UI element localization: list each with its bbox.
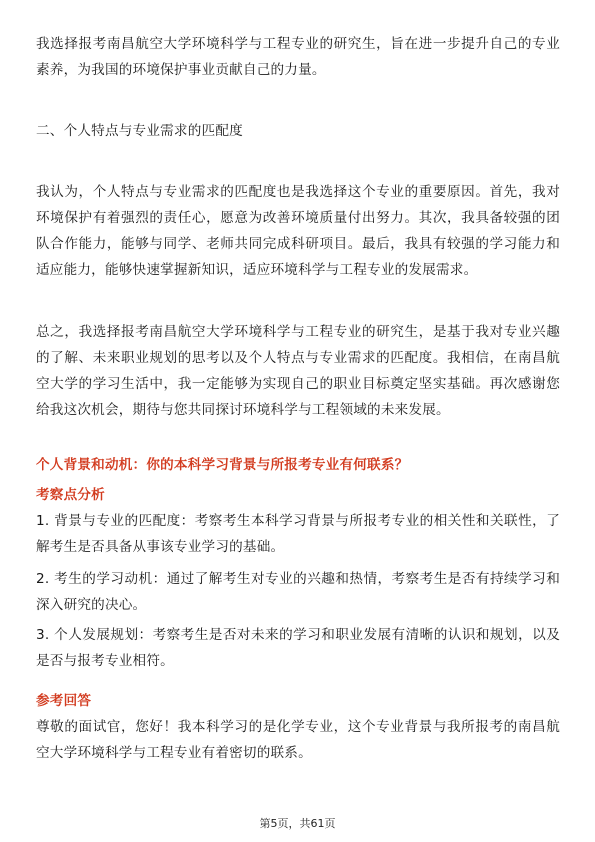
- answer-text: 尊敬的面试官，您好！我本科学习的是化学专业，这个专业背景与我所报考的南昌航空大学环境科学与工程专业有着密切的联系。: [36, 719, 560, 761]
- analysis-item-3: 3. 个人发展规划：考察考生是否对未来的学习和职业发展有清晰的认识和规划，以及是否与报考专业相符。: [36, 627, 560, 669]
- paragraph-intro-end: 我选择报考南昌航空大学环境科学与工程专业的研究生，旨在进一步提升自己的专业素养，为我国的环境保护事业贡献自己的力量。: [36, 36, 560, 78]
- analysis-heading: 考察点分析: [36, 487, 105, 503]
- analysis-item-1: 1. 背景与专业的匹配度：考察考生本科学习背景与所报考专业的相关性和关联性，了解考生是否具备从事该专业学习的基础。: [36, 513, 560, 555]
- question-title: 个人背景和动机：你的本科学习背景与所报考专业有何联系？: [36, 457, 409, 473]
- page-number-footer: 第5页，共61页: [259, 817, 336, 830]
- section-heading-2: 二、个人特点与专业需求的匹配度: [36, 123, 243, 139]
- analysis-item-2: 2. 考生的学习动机：通过了解考生对专业的兴趣和热情，考察考生是否有持续学习和深入研究的决心。: [36, 571, 560, 613]
- answer-heading: 参考回答: [36, 693, 92, 709]
- paragraph-personal-match: 我认为，个人特点与专业需求的匹配度也是我选择这个专业的重要原因。首先，我对环境保护有着强烈的责任心，愿意为改善环境质量付出努力。其次，我具备较强的团队合作能力，能够与同学、老师共同完成科研项目。最后，我具有较强的学习能力和适应能力，能够快速掌握新知识，适应环境科学与工程专业的发展需求。: [36, 184, 560, 278]
- paragraph-conclusion: 总之，我选择报考南昌航空大学环境科学与工程专业的研究生，是基于我对专业兴趣的了解、未来职业规划的思考以及个人特点与专业需求的匹配度。我相信，在南昌航空大学的学习生活中，我一定能够为实现自己的职业目标奠定坚实基础。再次感谢您给我这次机会，期待与您共同探讨环境科学与工程领域的未来发展。: [36, 324, 560, 418]
